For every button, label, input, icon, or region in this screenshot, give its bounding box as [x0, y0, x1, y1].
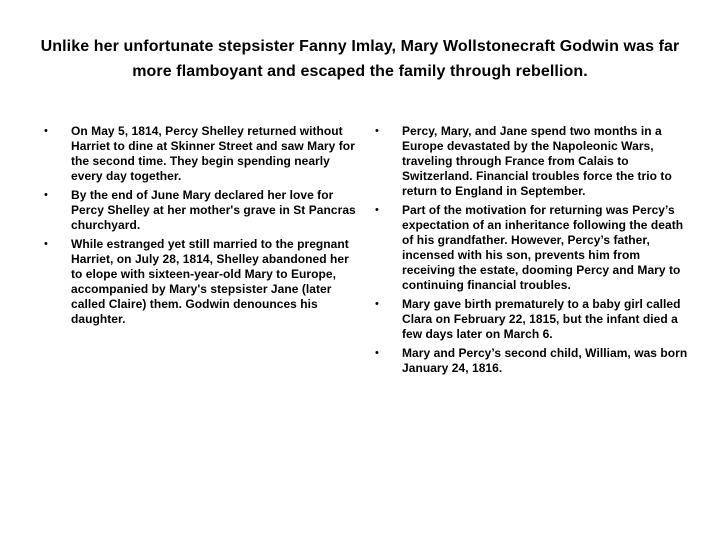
bullet-text: By the end of June Mary declared her love for Percy Shelley at her mother's grave in St Pancras churchyard. — [71, 188, 356, 232]
bullet-text: While estranged yet still married to the pregnant Harriet, on July 28, 1814, Shelley abandoned her to elope with sixteen-year-old Mary to Europe, accompanied by Mary's stepsister Jane (later called Claire) them. Godwin denounces his daughter. — [71, 237, 349, 326]
bullet-item — [42, 237, 356, 327]
bullet-marker-icon: • — [375, 204, 379, 216]
slide-title: Unlike her unfortunate stepsister Fanny Imlay, Mary Wollstonecraft Godwin was far more flamboyant and escaped the family through rebellion. — [40, 38, 680, 80]
bullet-item — [373, 203, 695, 293]
bullet-text: On May 5, 1814, Percy Shelley returned without Harriet to dine at Skinner Street and saw Mary for the second time. They begin spending nearly every day together. — [71, 124, 355, 183]
bullet-item — [373, 346, 695, 376]
bullet-marker-icon: • — [44, 189, 48, 201]
bullet-marker-icon: • — [44, 125, 48, 137]
bullet-item — [373, 297, 695, 342]
bullet-item — [42, 188, 356, 233]
bullet-text: Percy, Mary, and Jane spend two months in a Europe devastated by the Napoleonic Wars, traveling through France from Calais to Switzerland. Financial troubles force the trio to return to England in September. — [402, 124, 672, 198]
bullet-text: Mary and Percy’s second child, William, was born January 24, 1816. — [402, 346, 688, 375]
bullet-marker-icon: • — [44, 238, 48, 250]
bullet-list-right — [373, 124, 695, 380]
bullet-text: Part of the motivation for returning was Percy’s expectation of an inheritance following the death of his grandfather. However, Percy’s father, incensed with his son, prevents him from receiving the estate, dooming Percy and Mary to continuing financial troubles. — [402, 203, 684, 292]
bullet-marker-icon: • — [375, 347, 379, 359]
bullet-marker-icon: • — [375, 298, 379, 310]
bullet-item — [42, 124, 356, 184]
bullet-list-left — [42, 124, 356, 331]
bullet-marker-icon: • — [375, 125, 379, 137]
bullet-text: Mary gave birth prematurely to a baby girl called Clara on February 22, 1815, but the infant died a few days later on March 6. — [402, 297, 681, 341]
bullet-item — [373, 124, 695, 199]
